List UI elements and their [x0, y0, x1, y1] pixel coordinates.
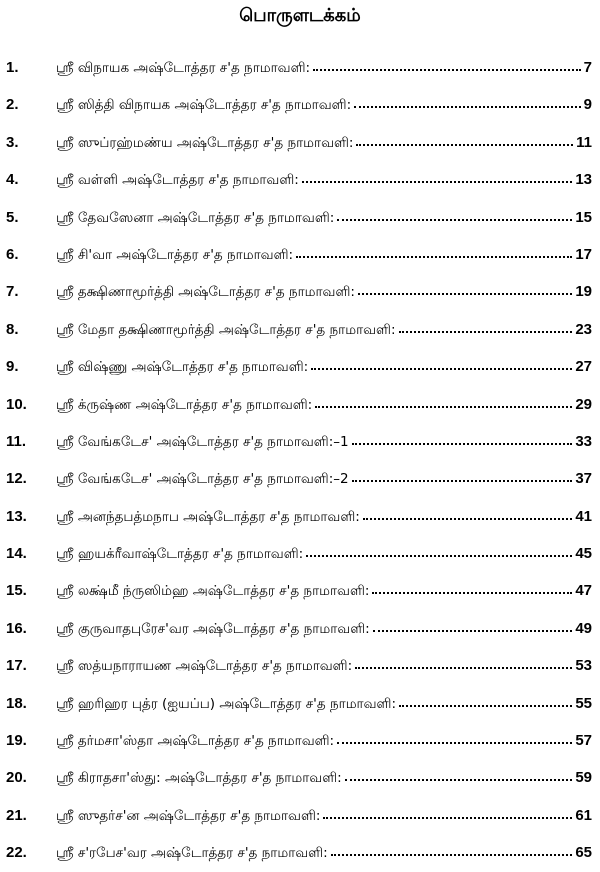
toc-row	[0, 124, 600, 161]
entry-number: 11.	[6, 432, 27, 450]
toc-row	[0, 535, 600, 572]
toc-row	[0, 834, 600, 871]
toc-entry	[56, 544, 592, 566]
page-number: 23	[575, 320, 592, 338]
dot-leader	[399, 694, 572, 707]
toc-entry	[56, 843, 592, 865]
entry-number: 5.	[6, 208, 19, 226]
page-number: 57	[575, 732, 592, 750]
entry-number: 13.	[6, 507, 27, 525]
page-number: 65	[575, 844, 592, 862]
entry-title: ஸ்ரீ ஸுப்ரஹ்மண்ய அஷ்டோத்தர ச'த நாமாவளி:	[56, 134, 354, 151]
toc-row	[0, 759, 600, 796]
entry-title: ஸ்ரீ ச'ரபேச'வர அஷ்டோத்தர ச'த நாமாவளி:	[56, 845, 328, 862]
page-number: 27	[575, 358, 592, 376]
entry-number: 7.	[6, 283, 19, 301]
page-number: 41	[575, 507, 592, 525]
entry-number: 6.	[6, 245, 19, 263]
dot-leader	[355, 656, 572, 669]
toc-entry	[56, 619, 592, 641]
dot-leader	[296, 245, 572, 258]
entry-number: 17.	[6, 657, 27, 675]
dot-leader	[313, 58, 581, 71]
dot-leader	[345, 768, 573, 781]
dot-leader	[352, 469, 573, 482]
toc-entry	[56, 58, 592, 80]
entry-title: ஸ்ரீ தேவஸேனா அஷ்டோத்தர ச'த நாமாவளி:	[56, 209, 335, 226]
toc-entry	[56, 432, 592, 454]
entry-title: ஸ்ரீ ஹரிஹர புத்ர (ஐயப்ப) அஷ்டோத்தர ச'த நாமாவளி:	[56, 695, 396, 712]
toc-row	[0, 199, 600, 236]
toc-entry	[56, 656, 592, 678]
entry-title: ஸ்ரீ ஹயக்ரீவாஷ்டோத்தர ச'த நாமாவளி:	[56, 546, 304, 563]
dot-leader	[337, 731, 572, 744]
entry-number: 19.	[6, 732, 27, 750]
entry-title: ஸ்ரீ க்ருஷ்ண அஷ்டோத்தர ச'த நாமாவளி:	[56, 396, 313, 413]
toc-entry	[56, 320, 592, 342]
toc-row	[0, 460, 600, 497]
toc-entry	[56, 170, 592, 192]
dot-leader	[372, 581, 572, 594]
dot-leader	[323, 806, 572, 819]
entry-number: 3.	[6, 133, 19, 151]
toc-row	[0, 498, 600, 535]
dot-leader	[399, 320, 573, 333]
entry-number: 12.	[6, 470, 27, 488]
entry-title: ஸ்ரீ ஸித்தி விநாயக அஷ்டோத்தர ச'த நாமாவளி:	[56, 97, 352, 114]
dot-leader	[356, 133, 573, 146]
entry-number: 10.	[6, 395, 27, 413]
toc-row	[0, 386, 600, 423]
toc-entry	[56, 95, 592, 117]
toc-row	[0, 647, 600, 684]
page-number: 7	[583, 59, 592, 76]
dot-leader	[337, 208, 572, 221]
entry-title: ஸ்ரீ வள்ளி அஷ்டோத்தர ச'த நாமாவளி:	[56, 172, 299, 189]
dot-leader	[354, 95, 581, 108]
entry-title: ஸ்ரீ மேதா தக்ஷிணாமூர்த்தி அஷ்டோத்தர ச'த நாமாவளி:	[56, 321, 396, 338]
dot-leader	[363, 507, 573, 520]
page-number: 13	[575, 171, 592, 189]
page-number: 53	[575, 657, 592, 675]
toc-entry	[56, 395, 592, 417]
entry-title: ஸ்ரீ குருவாதபுரேச'வர அஷ்டோத்தர ச'த நாமாவளி:	[56, 620, 370, 637]
toc-entry	[56, 806, 592, 828]
entry-title: ஸ்ரீ சி'வா அஷ்டோத்தர ச'த நாமாவளி:	[56, 246, 294, 263]
toc-entry	[56, 208, 592, 230]
dot-leader	[315, 395, 572, 408]
entry-number: 16.	[6, 619, 27, 637]
toc-row	[0, 572, 600, 609]
toc-row	[0, 49, 600, 86]
dot-leader	[302, 170, 573, 183]
entry-number: 22.	[6, 844, 27, 862]
dot-leader	[373, 619, 573, 632]
toc-entry	[56, 133, 592, 155]
toc-entry	[56, 768, 592, 790]
dot-leader	[331, 843, 573, 856]
entry-number: 18.	[6, 694, 27, 712]
entry-number: 15.	[6, 582, 27, 600]
toc-row	[0, 685, 600, 722]
entry-number: 4.	[6, 171, 19, 189]
toc-entry	[56, 581, 592, 603]
toc-row	[0, 348, 600, 385]
entry-title: ஸ்ரீ ஸத்யநாராயண அஷ்டோத்தர ச'த நாமாவளி:	[56, 658, 353, 675]
dot-leader	[352, 432, 573, 445]
toc-row	[0, 797, 600, 834]
toc-row	[0, 610, 600, 647]
toc-row	[0, 161, 600, 198]
entry-number: 14.	[6, 545, 27, 563]
page-number: 29	[575, 395, 592, 413]
toc-entry	[56, 507, 592, 529]
entry-title: ஸ்ரீ அனந்தபத்மநாப அஷ்டோத்தர ச'த நாமாவளி:	[56, 508, 360, 525]
toc-entry	[56, 282, 592, 304]
entry-title: ஸ்ரீ ஸுதர்ச'ன அஷ்டோத்தர ச'த நாமாவளி:	[56, 807, 321, 824]
entry-title: ஸ்ரீ கிராதசா'ஸ்து: அஷ்டோத்தர ச'த நாமாவளி:	[56, 770, 342, 787]
toc-row	[0, 86, 600, 123]
toc-entry	[56, 469, 592, 491]
entry-number: 2.	[6, 96, 19, 114]
page-number: 9	[583, 96, 592, 114]
toc-entry	[56, 694, 592, 716]
table-of-contents	[0, 49, 600, 872]
page-number: 19	[575, 283, 592, 301]
entry-title: ஸ்ரீ விநாயக அஷ்டோத்தர ச'த நாமாவளி:	[56, 60, 311, 76]
toc-row	[0, 236, 600, 273]
page-number: 11	[576, 133, 592, 151]
entry-number: 20.	[6, 769, 27, 787]
page-number: 15	[575, 208, 592, 226]
page-number: 59	[575, 769, 592, 787]
entry-title: ஸ்ரீ தர்மசா'ஸ்தா அஷ்டோத்தர ச'த நாமாவளி:	[56, 733, 335, 750]
toc-row	[0, 722, 600, 759]
page-number: 49	[575, 619, 592, 637]
entry-title: ஸ்ரீ வேங்கடேச' அஷ்டோத்தர ச'த நாமாவளி:–2	[56, 471, 349, 488]
page-number: 45	[575, 545, 592, 563]
toc-row	[0, 311, 600, 348]
page-number: 33	[575, 432, 592, 450]
dot-leader	[311, 357, 572, 370]
entry-title: ஸ்ரீ தக்ஷிணாமூர்த்தி அஷ்டோத்தர ச'த நாமாவளி:	[56, 284, 355, 301]
entry-number: 1.	[6, 59, 19, 76]
page-number: 37	[575, 470, 592, 488]
page-title: பொருளடக்கம்	[239, 5, 361, 26]
entry-number: 9.	[6, 358, 19, 376]
entry-title: ஸ்ரீ விஷ்ணு அஷ்டோத்தர ச'த நாமாவளி:	[56, 359, 309, 376]
toc-row	[0, 423, 600, 460]
dot-leader	[358, 282, 572, 295]
entry-title: ஸ்ரீ லக்ஷ்மீ ந்ருஸிம்ஹ அஷ்டோத்தர ச'த நாமாவளி:	[56, 583, 370, 600]
entry-number: 8.	[6, 320, 19, 338]
toc-entry	[56, 731, 592, 753]
page-number: 17	[575, 245, 592, 263]
toc-entry	[56, 245, 592, 267]
toc-row	[0, 273, 600, 310]
page-number: 47	[575, 582, 592, 600]
entry-number: 21.	[6, 806, 27, 824]
toc-entry	[56, 357, 592, 379]
dot-leader	[306, 544, 572, 557]
entry-title: ஸ்ரீ வேங்கடேச' அஷ்டோத்தர ச'த நாமாவளி:–1	[56, 433, 349, 450]
page-number: 61	[575, 806, 592, 824]
page-number: 55	[575, 694, 592, 712]
